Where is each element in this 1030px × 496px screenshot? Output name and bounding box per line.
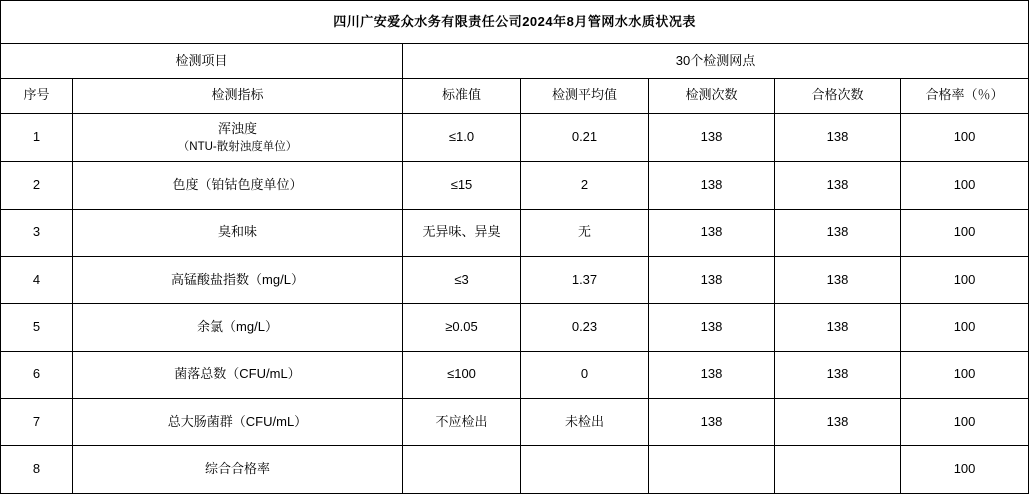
cell-seq: 8 <box>1 446 73 494</box>
cell-tests: 138 <box>649 351 775 398</box>
cell-passes: 138 <box>775 209 901 256</box>
cell-tests: 138 <box>649 113 775 161</box>
cell-tests: 138 <box>649 256 775 303</box>
cell-passes: 138 <box>775 304 901 351</box>
cell-indicator <box>73 113 403 161</box>
cell-standard: ≤15 <box>403 162 521 209</box>
table-row <box>1 256 1029 303</box>
indicator-main: 浑浊度 <box>217 120 257 136</box>
table-row <box>1 162 1029 209</box>
cell-average: 1.37 <box>521 256 649 303</box>
cell-tests <box>649 446 775 494</box>
cell-indicator: 菌落总数（CFU/mL） <box>73 351 403 398</box>
cell-seq: 1 <box>1 113 73 161</box>
cell-passes: 138 <box>775 162 901 209</box>
cell-seq: 6 <box>1 351 73 398</box>
cell-seq: 7 <box>1 399 73 446</box>
cell-tests: 138 <box>649 304 775 351</box>
cell-tests: 138 <box>649 209 775 256</box>
cell-average: 0.21 <box>521 113 649 161</box>
column-header-seq: 序号 <box>1 78 73 113</box>
group-header-left: 检测项目 <box>1 44 403 79</box>
cell-tests: 138 <box>649 162 775 209</box>
cell-indicator: 余氯（mg/L） <box>73 304 403 351</box>
title-row <box>1 1 1029 44</box>
cell-seq: 2 <box>1 162 73 209</box>
cell-average: 2 <box>521 162 649 209</box>
cell-passes: 138 <box>775 256 901 303</box>
group-header-right: 30个检测网点 <box>403 44 1029 79</box>
group-header-row <box>1 44 1029 79</box>
column-header-indicator: 检测指标 <box>73 78 403 113</box>
cell-average: 无 <box>521 209 649 256</box>
report-title: 四川广安爱众水务有限责任公司2024年8月管网水水质状况表 <box>1 1 1029 44</box>
cell-passes: 138 <box>775 399 901 446</box>
table-row <box>1 304 1029 351</box>
cell-indicator: 色度（铂钴色度单位） <box>73 162 403 209</box>
cell-indicator: 综合合格率 <box>73 446 403 494</box>
column-header-row <box>1 78 1029 113</box>
cell-average: 未检出 <box>521 399 649 446</box>
table-row <box>1 209 1029 256</box>
cell-average: 0.23 <box>521 304 649 351</box>
cell-seq: 5 <box>1 304 73 351</box>
cell-rate: 100 <box>901 162 1029 209</box>
cell-average: 0 <box>521 351 649 398</box>
table-row <box>1 351 1029 398</box>
table-row <box>1 399 1029 446</box>
table-row <box>1 113 1029 161</box>
cell-standard: ≤100 <box>403 351 521 398</box>
cell-rate: 100 <box>901 209 1029 256</box>
cell-indicator: 臭和味 <box>73 209 403 256</box>
cell-rate: 100 <box>901 304 1029 351</box>
cell-rate: 100 <box>901 351 1029 398</box>
cell-standard: ≤3 <box>403 256 521 303</box>
cell-rate: 100 <box>901 256 1029 303</box>
cell-rate: 100 <box>901 113 1029 161</box>
cell-rate: 100 <box>901 446 1029 494</box>
column-header-tests: 检测次数 <box>649 78 775 113</box>
column-header-passes: 合格次数 <box>775 78 901 113</box>
table-row <box>1 446 1029 494</box>
cell-passes: 138 <box>775 113 901 161</box>
cell-seq: 4 <box>1 256 73 303</box>
cell-standard: 无异味、异臭 <box>403 209 521 256</box>
cell-standard: ≥0.05 <box>403 304 521 351</box>
cell-standard: ≤1.0 <box>403 113 521 161</box>
cell-passes <box>775 446 901 494</box>
cell-passes: 138 <box>775 351 901 398</box>
cell-seq: 3 <box>1 209 73 256</box>
cell-standard <box>403 446 521 494</box>
column-header-standard: 标准值 <box>403 78 521 113</box>
column-header-average: 检测平均值 <box>521 78 649 113</box>
cell-tests: 138 <box>649 399 775 446</box>
cell-rate: 100 <box>901 399 1029 446</box>
cell-indicator: 高锰酸盐指数（mg/L） <box>73 256 403 303</box>
column-header-rate: 合格率（％） <box>901 78 1029 113</box>
cell-average <box>521 446 649 494</box>
cell-indicator: 总大肠菌群（CFU/mL） <box>73 399 403 446</box>
indicator-sub: （NTU-散射浊度单位） <box>177 140 298 153</box>
cell-standard: 不应检出 <box>403 399 521 446</box>
